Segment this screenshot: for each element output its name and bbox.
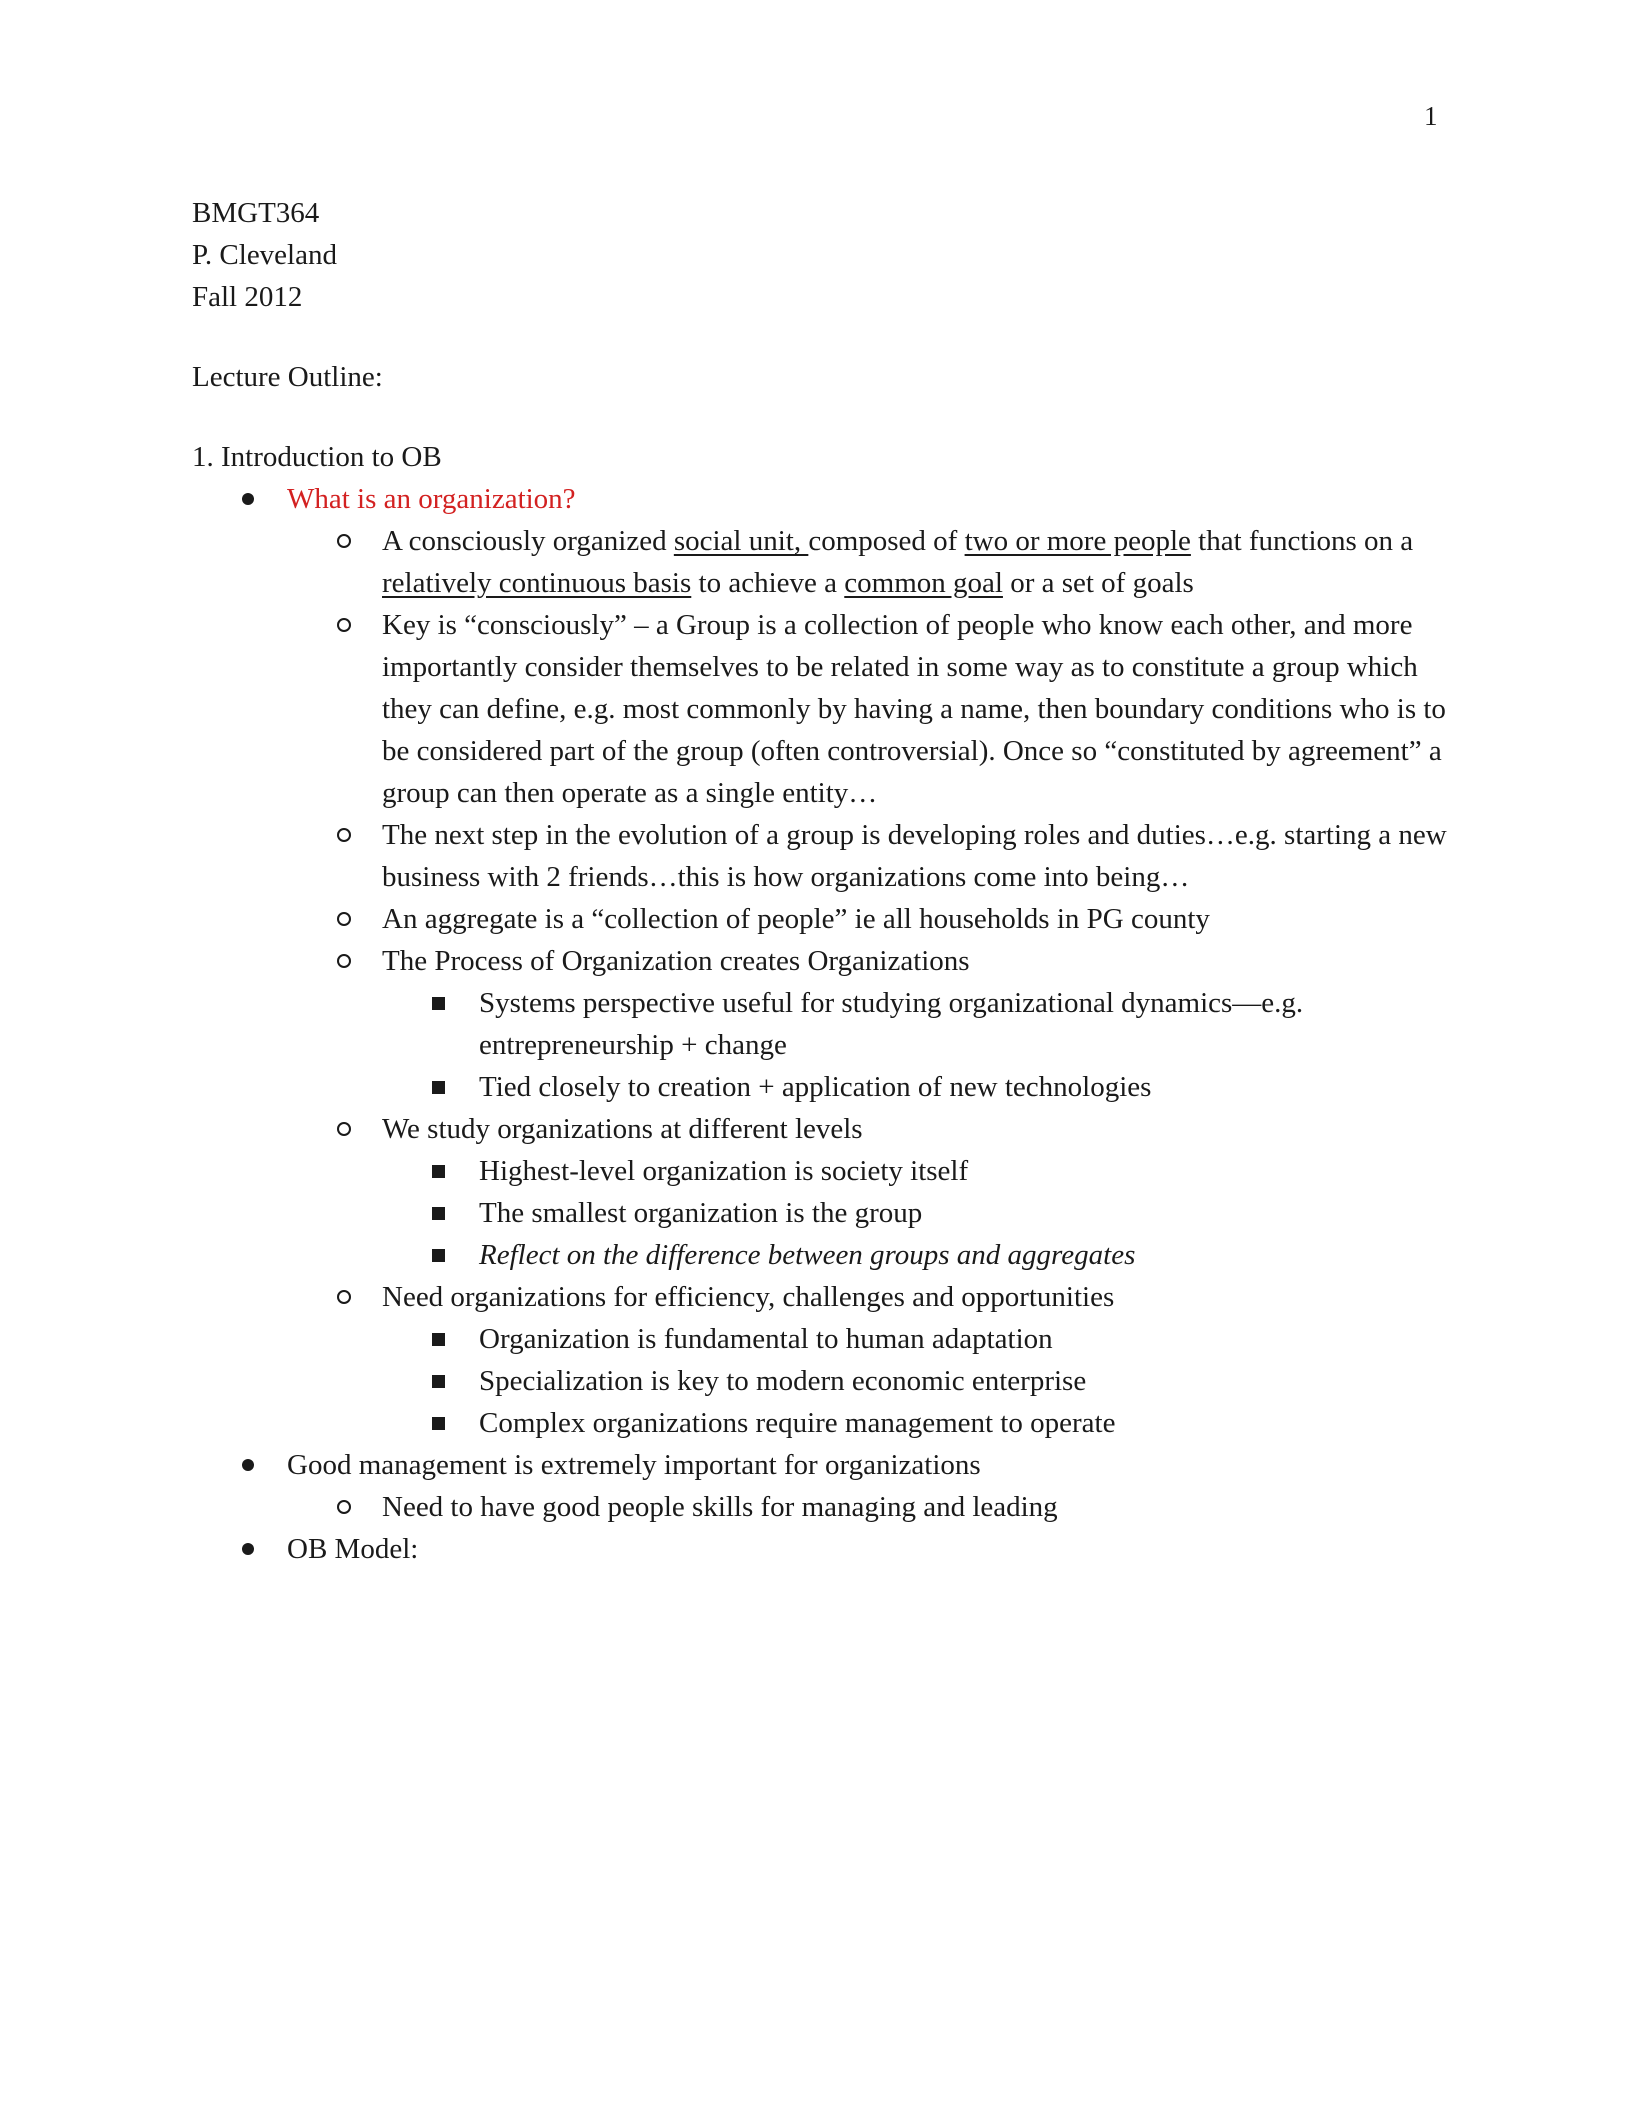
circle-marker [337, 940, 351, 982]
bullet-text: What is an organization? [287, 483, 576, 515]
list-item [192, 1402, 1452, 1444]
square-marker [432, 1360, 445, 1402]
sub-bullet-text: An aggregate is a “collection of people” ie all households in PG county [382, 903, 1210, 935]
term: Fall 2012 [192, 281, 303, 313]
circle-marker [337, 898, 351, 940]
outline-content [192, 436, 1452, 1570]
circle-marker [337, 1276, 351, 1318]
sub-bullet-need-organizations [192, 1276, 1452, 1318]
sub-bullet-text: The Process of Organization creates Organizations [382, 945, 970, 977]
list-item-text: Organization is fundamental to human adaptation [479, 1323, 1053, 1355]
page-number: 1 [1424, 101, 1438, 131]
square-marker [432, 1150, 445, 1192]
list-item-text: The smallest organization is the group [479, 1197, 923, 1229]
square-marker [432, 1066, 445, 1108]
sub-bullet-text: Need to have good people skills for managing and leading [382, 1491, 1058, 1523]
bullet-marker [242, 478, 254, 520]
sub-bullet-text: Key is “consciously” – a Group is a collection of people who know each other, and more importantly consider themselves to be related in some way as to constitute a group which they can define, e.g. most commonly by having a name, then boundary conditions who is to be considered part of the group (often controversial). Once so “constituted by agreement” a group can then operate as a single entity… [382, 609, 1446, 809]
list-item [192, 1192, 1452, 1234]
circle-marker [337, 604, 351, 646]
bullet-good-management [192, 1444, 1452, 1486]
sub-bullet-next-step [192, 814, 1452, 898]
circle-marker [337, 1108, 351, 1150]
list-item-text: Systems perspective useful for studying organizational dynamics—e.g. entrepreneurship + change [479, 987, 1304, 1061]
list-item [192, 982, 1452, 1066]
list-item [192, 1318, 1452, 1360]
underlined-two-or-more-people: two or more people [964, 525, 1191, 557]
bullet-ob-model [192, 1528, 1452, 1570]
sub-bullet-people-skills [192, 1486, 1452, 1528]
bullet-text: OB Model: [287, 1533, 419, 1565]
sub-bullet-aggregate [192, 898, 1452, 940]
square-marker [432, 1318, 445, 1360]
course-code: BMGT364 [192, 197, 320, 229]
square-marker [432, 1192, 445, 1234]
square-marker [432, 982, 445, 1024]
sub-bullet-text: We study organizations at different levels [382, 1113, 863, 1145]
list-item [192, 1360, 1452, 1402]
circle-marker [337, 814, 351, 856]
list-item [192, 1234, 1452, 1276]
sub-bullet-consciously [192, 604, 1452, 814]
document-header [192, 192, 337, 318]
list-item-text: Highest-level organization is society itself [479, 1155, 969, 1187]
circle-marker [337, 520, 351, 562]
list-item [192, 1150, 1452, 1192]
underlined-common-goal: common goal [844, 567, 1003, 599]
square-marker [432, 1402, 445, 1444]
square-marker [432, 1234, 445, 1276]
bullet-marker [242, 1444, 254, 1486]
list-item-text: Tied closely to creation + application of new technologies [479, 1071, 1152, 1103]
sub-bullet-levels [192, 1108, 1452, 1150]
underlined-continuous-basis: relatively continuous basis [382, 567, 692, 599]
outline-title: Lecture Outline: [192, 361, 383, 393]
list-item-text: Specialization is key to modern economic enterprise [479, 1365, 1087, 1397]
sub-bullet-definition [192, 520, 1452, 604]
list-item-text: Complex organizations require management to operate [479, 1407, 1116, 1439]
list-item-text-italic: Reflect on the difference between groups and aggregates [479, 1239, 1136, 1271]
list-item [192, 1066, 1452, 1108]
bullet-what-is-organization [192, 478, 1452, 520]
bullet-text: Good management is extremely important for organizations [287, 1449, 981, 1481]
circle-marker [337, 1486, 351, 1528]
sub-bullet-text: The next step in the evolution of a group is developing roles and duties…e.g. starting a new business with 2 friends…this is how organizations come into being… [382, 819, 1447, 893]
bullet-marker [242, 1528, 254, 1570]
section-heading: 1. Introduction to OB [192, 441, 442, 473]
sub-bullet-process [192, 940, 1452, 982]
underlined-social-unit: social unit, [673, 525, 809, 557]
definition-text: A consciously organized social unit, composed of two or more people that functions on a relatively continuous basis to achieve a common goal or a set of goals [382, 525, 1414, 599]
instructor-name: P. Cleveland [192, 239, 337, 271]
sub-bullet-text: Need organizations for efficiency, challenges and opportunities [382, 1281, 1115, 1313]
